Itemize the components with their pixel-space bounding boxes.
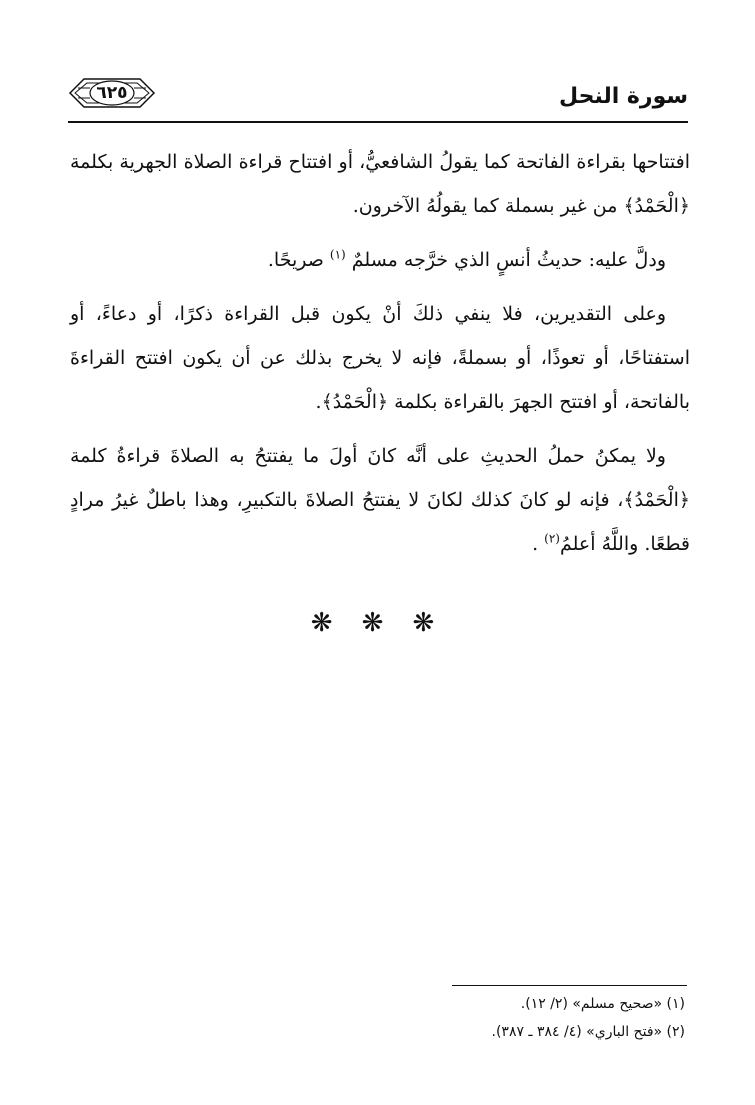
- paragraph-3: وعلى التقديرين، فلا ينفي ذلكَ أنْ يكون قبل القراءة ذكرًا، أو دعاءً، أو استفتاحًا، أو تعوذًا، أو بسملةً، فإنه لا يخرج بذلك عن أن يكون افتتح القراءةَ بالفاتحة، أو افتتح الجهرَ بالقراءة بكلمة ﴿الْحَمْدُ﴾.: [70, 303, 690, 413]
- page-header: [68, 70, 688, 126]
- header-divider: [68, 121, 688, 123]
- footnote-divider: [452, 985, 687, 986]
- page-number: ٦٢٥: [96, 83, 128, 103]
- paragraph-2-text: ودلَّ عليه: حديثُ أنسٍ الذي خرَّجه مسلمٌ: [351, 249, 666, 271]
- surah-title: سورة النحل: [558, 84, 688, 109]
- footnotes: [265, 990, 685, 1046]
- footnote-1: (١) «صحيح مسلم» (٢/ ١٢).: [520, 996, 685, 1012]
- paragraph-1: افتتاحها بقراءة الفاتحة كما يقولُ الشافعيُّ، أو افتتاح قراءة الصلاة الجهرية بكلمة ﴿الْحَمْدُ﴾ من غير بسملة كما يقولُهُ الآخرون.: [70, 151, 690, 217]
- section-separator: ❋ ❋ ❋: [310, 608, 445, 638]
- main-text: [70, 140, 690, 576]
- footnote-2: (٢) «فتح الباري» (٤/ ٣٨٤ ـ ٣٨٧).: [491, 1024, 685, 1040]
- paragraph-4-text: ولا يمكنُ حملُ الحديثِ على أنَّه كانَ أولَ ما يفتتحُ به الصلاةَ قراءةُ كلمة ﴿الْحَمْدُ﴾، فإنه لو كانَ كذلك لكانَ لا يفتتحُ الصلاةَ بالتكبيرِ، وهذا باطلٌ غيرُ مرادٍ قطعًا. واللَّهُ أعلمُ: [70, 445, 690, 555]
- paragraph-4: [70, 434, 690, 566]
- footnote-ref-2: (٢): [544, 531, 560, 546]
- page-number-badge: [68, 76, 156, 110]
- footnote-ref-1: (١): [329, 247, 346, 262]
- paragraph-4-end: .: [532, 533, 539, 555]
- paragraph-2-end: صريحًا.: [267, 249, 324, 271]
- paragraph-2: [70, 238, 690, 282]
